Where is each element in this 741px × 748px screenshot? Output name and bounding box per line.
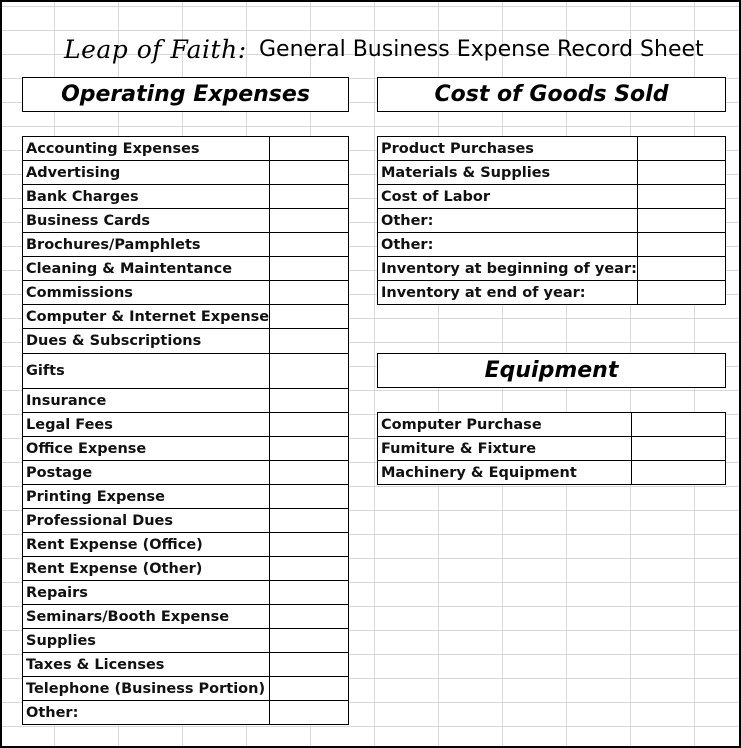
cost-of-goods-sold-rows bbox=[378, 137, 726, 305]
operating-expense-label: Telephone (Business Portion) bbox=[23, 677, 270, 701]
operating-expense-label: Seminars/Booth Expense bbox=[23, 605, 270, 629]
operating-expense-row bbox=[23, 354, 349, 389]
operating-expense-label: Rent Expense (Other) bbox=[23, 557, 270, 581]
operating-expense-amount-cell[interactable] bbox=[270, 354, 349, 389]
operating-expense-amount-cell[interactable] bbox=[270, 701, 349, 725]
operating-expense-row bbox=[23, 437, 349, 461]
equipment-amount-cell[interactable] bbox=[631, 461, 725, 485]
operating-expense-row bbox=[23, 389, 349, 413]
operating-expense-label: Business Cards bbox=[23, 209, 270, 233]
operating-expense-label: Brochures/Pamphlets bbox=[23, 233, 270, 257]
operating-expense-amount-cell[interactable] bbox=[270, 281, 349, 305]
operating-expense-row bbox=[23, 509, 349, 533]
operating-expense-label: Dues & Subscriptions bbox=[23, 329, 270, 354]
cost-of-goods-sold-heading: Cost of Goods Sold bbox=[377, 77, 726, 112]
operating-expense-row bbox=[23, 185, 349, 209]
equipment-row bbox=[378, 413, 726, 437]
equipment-heading: Equipment bbox=[377, 353, 726, 388]
cogs-amount-cell[interactable] bbox=[637, 209, 725, 233]
operating-expense-row bbox=[23, 233, 349, 257]
operating-expense-label: Professional Dues bbox=[23, 509, 270, 533]
operating-expense-amount-cell[interactable] bbox=[270, 161, 349, 185]
operating-expense-row bbox=[23, 701, 349, 725]
cogs-row bbox=[378, 209, 726, 233]
operating-expense-label: Commissions bbox=[23, 281, 270, 305]
operating-expense-row bbox=[23, 653, 349, 677]
operating-expense-label: Other: bbox=[23, 701, 270, 725]
operating-expense-amount-cell[interactable] bbox=[270, 185, 349, 209]
operating-expense-amount-cell[interactable] bbox=[270, 629, 349, 653]
operating-expense-amount-cell[interactable] bbox=[270, 257, 349, 281]
operating-expense-amount-cell[interactable] bbox=[270, 485, 349, 509]
cogs-amount-cell[interactable] bbox=[637, 257, 725, 281]
operating-expense-amount-cell[interactable] bbox=[270, 557, 349, 581]
operating-expense-label: Bank Charges bbox=[23, 185, 270, 209]
cogs-label: Product Purchases bbox=[378, 137, 638, 161]
operating-expense-label: Postage bbox=[23, 461, 270, 485]
operating-expense-amount-cell[interactable] bbox=[270, 305, 349, 329]
operating-expense-amount-cell[interactable] bbox=[270, 509, 349, 533]
cogs-row bbox=[378, 281, 726, 305]
equipment-label: Computer Purchase bbox=[378, 413, 632, 437]
cogs-label: Materials & Supplies bbox=[378, 161, 638, 185]
operating-expense-label: Taxes & Licenses bbox=[23, 653, 270, 677]
operating-expense-row bbox=[23, 581, 349, 605]
operating-expense-label: Supplies bbox=[23, 629, 270, 653]
operating-expense-row bbox=[23, 629, 349, 653]
equipment-table bbox=[377, 412, 726, 485]
operating-expense-label: Rent Expense (Office) bbox=[23, 533, 270, 557]
operating-expense-label: Insurance bbox=[23, 389, 270, 413]
cogs-amount-cell[interactable] bbox=[637, 185, 725, 209]
operating-expense-amount-cell[interactable] bbox=[270, 329, 349, 354]
operating-expense-label: Computer & Internet Expense bbox=[23, 305, 270, 329]
cogs-row bbox=[378, 233, 726, 257]
equipment-rows bbox=[378, 413, 726, 485]
operating-expense-amount-cell[interactable] bbox=[270, 389, 349, 413]
sheet-title: General Business Expense Record Sheet bbox=[259, 37, 704, 62]
cogs-label: Other: bbox=[378, 233, 638, 257]
operating-expenses-heading: Operating Expenses bbox=[22, 77, 349, 112]
operating-expense-amount-cell[interactable] bbox=[270, 209, 349, 233]
operating-expense-label: Office Expense bbox=[23, 437, 270, 461]
cost-of-goods-sold-table bbox=[377, 136, 726, 305]
operating-expense-row bbox=[23, 209, 349, 233]
cogs-row bbox=[378, 257, 726, 281]
cogs-row bbox=[378, 137, 726, 161]
operating-expense-row bbox=[23, 461, 349, 485]
operating-expense-row bbox=[23, 257, 349, 281]
operating-expense-row bbox=[23, 413, 349, 437]
operating-expense-label: Cleaning & Maintentance bbox=[23, 257, 270, 281]
operating-expense-label: Repairs bbox=[23, 581, 270, 605]
operating-expense-amount-cell[interactable] bbox=[270, 677, 349, 701]
operating-expense-label: Legal Fees bbox=[23, 413, 270, 437]
operating-expense-row bbox=[23, 305, 349, 329]
cogs-amount-cell[interactable] bbox=[637, 137, 725, 161]
cogs-row bbox=[378, 185, 726, 209]
operating-expense-amount-cell[interactable] bbox=[270, 533, 349, 557]
operating-expense-row bbox=[23, 605, 349, 629]
operating-expenses-table bbox=[22, 136, 349, 725]
operating-expense-amount-cell[interactable] bbox=[270, 605, 349, 629]
equipment-row bbox=[378, 437, 726, 461]
operating-expense-amount-cell[interactable] bbox=[270, 461, 349, 485]
cogs-row bbox=[378, 161, 726, 185]
operating-expense-label: Advertising bbox=[23, 161, 270, 185]
cogs-label: Inventory at end of year: bbox=[378, 281, 638, 305]
cogs-amount-cell[interactable] bbox=[637, 281, 725, 305]
operating-expense-row bbox=[23, 533, 349, 557]
cogs-amount-cell[interactable] bbox=[637, 161, 725, 185]
operating-expense-row bbox=[23, 161, 349, 185]
page-title bbox=[2, 35, 741, 69]
operating-expense-label: Printing Expense bbox=[23, 485, 270, 509]
operating-expense-row bbox=[23, 329, 349, 354]
equipment-label: Machinery & Equipment bbox=[378, 461, 632, 485]
operating-expense-label: Accounting Expenses bbox=[23, 137, 270, 161]
operating-expense-row bbox=[23, 485, 349, 509]
operating-expense-row bbox=[23, 137, 349, 161]
operating-expense-amount-cell[interactable] bbox=[270, 413, 349, 437]
cogs-amount-cell[interactable] bbox=[637, 233, 725, 257]
operating-expense-row bbox=[23, 677, 349, 701]
operating-expense-amount-cell[interactable] bbox=[270, 233, 349, 257]
cogs-label: Inventory at beginning of year: bbox=[378, 257, 638, 281]
operating-expense-row bbox=[23, 557, 349, 581]
operating-expense-amount-cell[interactable] bbox=[270, 581, 349, 605]
operating-expense-label: Gifts bbox=[23, 354, 270, 389]
operating-expense-row bbox=[23, 281, 349, 305]
operating-expense-amount-cell[interactable] bbox=[270, 653, 349, 677]
equipment-row bbox=[378, 461, 726, 485]
operating-expense-amount-cell[interactable] bbox=[270, 137, 349, 161]
equipment-amount-cell[interactable] bbox=[631, 413, 725, 437]
cogs-label: Other: bbox=[378, 209, 638, 233]
brand-name: Leap of Faith: bbox=[64, 35, 247, 64]
cogs-label: Cost of Labor bbox=[378, 185, 638, 209]
equipment-amount-cell[interactable] bbox=[631, 437, 725, 461]
equipment-label: Fumiture & Fixture bbox=[378, 437, 632, 461]
operating-expense-amount-cell[interactable] bbox=[270, 437, 349, 461]
operating-expenses-rows bbox=[23, 137, 349, 725]
